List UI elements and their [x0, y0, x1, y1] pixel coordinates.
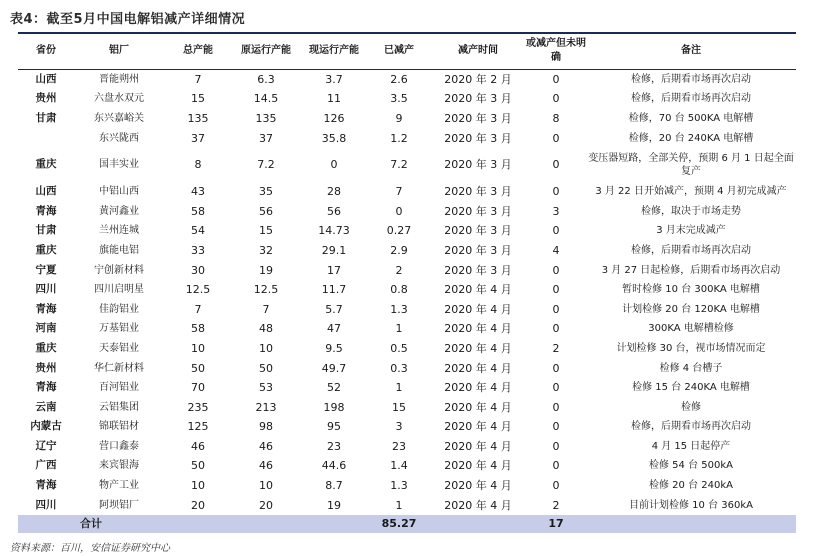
cell-plant: 阿坝铝厂: [99, 499, 139, 511]
cell-plant: 天泰铝业: [99, 342, 139, 354]
cell-plant: 东兴嘉峪关: [94, 112, 144, 124]
table-row: [18, 260, 796, 280]
cell-reduce-time: 2020 年 4 月: [444, 283, 512, 297]
cell-reduced: 0.27: [386, 224, 412, 238]
table-row: [18, 299, 796, 319]
cell-reduce-time: 2020 年 4 月: [444, 459, 512, 473]
cell-orig-operating: 53: [259, 381, 273, 395]
cell-orig-operating: 37: [259, 131, 273, 145]
cell-province: 贵州: [35, 361, 57, 374]
total-blank-3: [300, 515, 368, 533]
cell-note: 检修 4 台槽子: [659, 362, 723, 374]
cell-province: 山西: [35, 72, 57, 85]
cell-plant: 物产工业: [99, 480, 139, 492]
cell-orig-operating: 32: [259, 243, 273, 257]
cell-note: 计划检修 30 台，视市场情况而定: [616, 342, 766, 354]
cell-orig-operating: 12.5: [253, 283, 279, 297]
cell-note: 检修，取决于市场走势: [641, 205, 741, 217]
cell-province: 内蒙古: [30, 420, 62, 433]
cell-orig-operating: 46: [259, 439, 273, 453]
cell-unclear: 3: [552, 204, 560, 218]
cell-reduce-time: 2020 年 4 月: [444, 361, 512, 375]
total-unclear: 17: [526, 515, 586, 533]
table-row: [18, 109, 796, 129]
cell-orig-operating: 10: [259, 479, 273, 493]
cell-plant: 营口鑫泰: [99, 440, 139, 452]
cell-reduced: 1: [395, 322, 403, 336]
cell-unclear: 2: [552, 341, 560, 355]
table-row: [18, 89, 796, 109]
cell-plant: 锦联铝材: [99, 421, 139, 433]
cell-unclear: 0: [552, 400, 560, 414]
cell-orig-operating: 56: [259, 204, 273, 218]
cell-cur-operating: 11: [327, 92, 341, 106]
total-blank-5: [586, 515, 796, 533]
cell-reduce-time: 2020 年 3 月: [444, 131, 512, 145]
table-row: [18, 148, 796, 182]
header-note: 备注: [681, 45, 701, 57]
cell-cur-operating: 17: [327, 263, 341, 277]
cell-reduced: 7.2: [390, 158, 408, 172]
cell-note: 4 月 15 日起停产: [651, 440, 731, 452]
cell-cur-operating: 14.73: [318, 224, 350, 238]
cell-plant: 国丰实业: [99, 159, 139, 171]
table-row: [18, 378, 796, 398]
cell-cur-operating: 11.7: [321, 283, 347, 297]
cell-total-capacity: 10: [191, 341, 205, 355]
cell-province: [18, 128, 74, 148]
cell-reduced: 9: [395, 111, 403, 125]
cell-unclear: 0: [552, 420, 560, 434]
table-row: [18, 128, 796, 148]
cell-province: 贵州: [35, 92, 57, 105]
cell-plant: 来宾银海: [99, 460, 139, 472]
cell-note: 变压器短路，全部关停，预期 6 月 1 日起全面复产: [588, 152, 794, 177]
cell-note: 检修 54 台 500kA: [649, 460, 733, 472]
cell-unclear: 0: [552, 361, 560, 375]
cell-unclear: 0: [552, 185, 560, 199]
table-row: [18, 495, 796, 515]
cell-unclear: 0: [552, 381, 560, 395]
cell-total-capacity: 58: [191, 204, 205, 218]
cell-reduced: 1: [395, 498, 403, 512]
cell-plant: 六盘水双元: [94, 93, 144, 105]
cell-province: 河南: [35, 322, 57, 335]
cell-cur-operating: 35.8: [321, 131, 347, 145]
cell-reduced: 1.3: [390, 302, 408, 316]
cell-reduce-time: 2020 年 3 月: [444, 243, 512, 257]
cell-total-capacity: 46: [191, 439, 205, 453]
cell-total-capacity: 15: [191, 92, 205, 106]
header-reduced: 已减产: [384, 45, 414, 57]
cell-province: 山西: [35, 185, 57, 198]
cell-total-capacity: 70: [191, 381, 205, 395]
cell-orig-operating: 213: [255, 400, 277, 414]
cell-total-capacity: 37: [191, 131, 205, 145]
table-body: [18, 69, 796, 533]
cell-cur-operating: 52: [327, 381, 341, 395]
cell-note: 检修 20 台 240kA: [649, 480, 733, 492]
header-unclear: 或减产但未明确: [526, 38, 586, 64]
cell-reduce-time: 2020 年 4 月: [444, 400, 512, 414]
table-row: [18, 69, 796, 89]
cell-orig-operating: 50: [259, 361, 273, 375]
cell-reduce-time: 2020 年 3 月: [444, 224, 512, 238]
total-row: [18, 515, 796, 533]
table-row: [18, 456, 796, 476]
cell-total-capacity: 58: [191, 322, 205, 336]
table-row: [18, 221, 796, 241]
cell-total-capacity: 20: [191, 498, 205, 512]
cell-plant: 黄河鑫业: [99, 205, 139, 217]
table-row: [18, 201, 796, 221]
cell-note: 检修，后期看市场再次启动: [631, 421, 751, 433]
cell-orig-operating: 15: [259, 224, 273, 238]
cell-reduced: 1: [395, 381, 403, 395]
cell-plant: 百河铝业: [99, 382, 139, 394]
cell-province: 四川: [35, 283, 57, 296]
table-row: [18, 358, 796, 378]
cell-reduce-time: 2020 年 4 月: [444, 322, 512, 336]
cell-orig-operating: 7: [262, 302, 270, 316]
cell-cur-operating: 23: [327, 439, 341, 453]
cell-note: 检修，后期看市场再次启动: [631, 93, 751, 105]
table-title: 表4：截至5月中国电解铝减产详细情况: [10, 12, 246, 27]
table-row: [18, 319, 796, 339]
cell-reduce-time: 2020 年 3 月: [444, 158, 512, 172]
cell-total-capacity: 235: [187, 400, 209, 414]
cell-note: 300KA 电解槽检修: [648, 323, 734, 335]
cell-total-capacity: 50: [191, 361, 205, 375]
cell-total-capacity: 33: [191, 243, 205, 257]
cell-cur-operating: 5.7: [325, 302, 343, 316]
cell-reduced: 0.5: [390, 341, 408, 355]
cell-note: 3 月 27 日起检修，后期看市场再次启动: [601, 264, 781, 276]
cell-province: 云南: [35, 400, 57, 413]
cell-note: 检修 15 台 240KA 电解槽: [632, 382, 750, 394]
cell-unclear: 0: [552, 459, 560, 473]
cell-cur-operating: 198: [323, 400, 345, 414]
cell-total-capacity: 7: [194, 302, 202, 316]
cell-reduce-time: 2020 年 2 月: [444, 72, 512, 86]
table-header-row: [18, 33, 796, 69]
cell-unclear: 0: [552, 158, 560, 172]
cell-orig-operating: 46: [259, 459, 273, 473]
cell-unclear: 2: [552, 498, 560, 512]
cell-province: 四川: [35, 498, 57, 511]
table-row: [18, 476, 796, 496]
cell-reduce-time: 2020 年 4 月: [444, 439, 512, 453]
cell-unclear: 0: [552, 302, 560, 316]
header-province: 省份: [36, 45, 56, 57]
cell-note: 检修，20 台 240KA 电解槽: [628, 132, 754, 144]
cell-total-capacity: 125: [187, 420, 209, 434]
cell-note: 检修，后期看市场再次启动: [631, 73, 751, 85]
cell-total-capacity: 8: [194, 158, 202, 172]
cell-note: 检修: [681, 401, 701, 413]
cell-reduced: 0.8: [390, 283, 408, 297]
cell-cur-operating: 44.6: [321, 459, 347, 473]
cell-cur-operating: 29.1: [321, 243, 347, 257]
cell-total-capacity: 10: [191, 479, 205, 493]
cell-orig-operating: 6.3: [257, 72, 275, 86]
total-label: 合计: [18, 515, 164, 533]
cell-reduced: 2.9: [390, 243, 408, 257]
cell-province: 重庆: [35, 158, 57, 171]
total-blank-2: [232, 515, 300, 533]
cell-province: 青海: [35, 302, 57, 315]
cell-province: 青海: [35, 204, 57, 217]
cell-cur-operating: 56: [327, 204, 341, 218]
header-reduce-time: 减产时间: [458, 45, 498, 57]
cell-cur-operating: 28: [327, 185, 341, 199]
cell-reduce-time: 2020 年 4 月: [444, 498, 512, 512]
table-row: [18, 417, 796, 437]
cell-total-capacity: 43: [191, 185, 205, 199]
table-row: [18, 437, 796, 457]
cell-unclear: 0: [552, 72, 560, 86]
cell-note: 目前计划检修 10 台 360kA: [629, 499, 753, 511]
cell-province: 广西: [35, 459, 57, 472]
cell-unclear: 0: [552, 131, 560, 145]
cell-reduce-time: 2020 年 3 月: [444, 92, 512, 106]
cell-total-capacity: 54: [191, 224, 205, 238]
table-row: [18, 280, 796, 300]
cell-note: 检修，70 台 500KA 电解槽: [628, 112, 754, 124]
cell-reduced: 23: [392, 439, 406, 453]
cell-reduce-time: 2020 年 4 月: [444, 420, 512, 434]
cell-reduced: 7: [395, 185, 403, 199]
cell-plant: 晋能朔州: [99, 73, 139, 85]
cell-province: 重庆: [35, 341, 57, 354]
cell-unclear: 0: [552, 322, 560, 336]
cell-province: 甘肃: [35, 111, 57, 124]
cell-orig-operating: 19: [259, 263, 273, 277]
cell-plant: 旗能电铝: [99, 244, 139, 256]
table-row: [18, 182, 796, 202]
cell-reduce-time: 2020 年 3 月: [444, 263, 512, 277]
cell-orig-operating: 48: [259, 322, 273, 336]
table-row: [18, 241, 796, 261]
cell-total-capacity: 30: [191, 263, 205, 277]
table-row: [18, 339, 796, 359]
cell-unclear: 8: [552, 111, 560, 125]
cell-unclear: 0: [552, 224, 560, 238]
cell-plant: 中铝山西: [99, 186, 139, 198]
cell-note: 3 月末完成减产: [656, 225, 726, 237]
cell-reduce-time: 2020 年 3 月: [444, 185, 512, 199]
reduction-table: [18, 32, 796, 533]
cell-total-capacity: 7: [194, 72, 202, 86]
cell-note: 暂时检修 10 台 300KA 电解槽: [622, 284, 760, 296]
header-total-capacity: 总产能: [183, 45, 213, 57]
cell-province: 宁夏: [35, 263, 57, 276]
table-row: [18, 397, 796, 417]
cell-orig-operating: 10: [259, 341, 273, 355]
cell-unclear: 0: [552, 479, 560, 493]
cell-plant: 云铝集团: [99, 401, 139, 413]
cell-total-capacity: 135: [187, 111, 209, 125]
cell-reduced: 2.6: [390, 72, 408, 86]
cell-plant: 宁创新材料: [94, 264, 144, 276]
cell-unclear: 0: [552, 263, 560, 277]
cell-reduce-time: 2020 年 4 月: [444, 302, 512, 316]
cell-total-capacity: 12.5: [185, 283, 211, 297]
cell-orig-operating: 14.5: [253, 92, 279, 106]
cell-reduced: 1.3: [390, 479, 408, 493]
cell-cur-operating: 49.7: [321, 361, 347, 375]
cell-reduced: 2: [395, 263, 403, 277]
header-cur-operating: 现运行产能: [309, 45, 359, 57]
cell-unclear: 0: [552, 283, 560, 297]
cell-reduced: 3: [395, 420, 403, 434]
cell-reduced: 3.5: [390, 92, 408, 106]
source-note: 资料来源：百川，安信证券研究中心: [10, 543, 170, 554]
cell-orig-operating: 20: [259, 498, 273, 512]
cell-cur-operating: 126: [323, 111, 345, 125]
total-reduced: 85.27: [368, 515, 430, 533]
total-blank-4: [430, 515, 526, 533]
cell-cur-operating: 0: [330, 158, 338, 172]
cell-reduced: 1.4: [390, 459, 408, 473]
cell-plant: 佳韵铝业: [99, 303, 139, 315]
cell-plant: 万基铝业: [99, 323, 139, 335]
cell-province: 青海: [35, 381, 57, 394]
cell-province: 青海: [35, 479, 57, 492]
cell-note: 检修，后期看市场再次启动: [631, 244, 751, 256]
cell-cur-operating: 19: [327, 498, 341, 512]
cell-reduced: 1.2: [390, 131, 408, 145]
cell-plant: 华仁新材料: [94, 362, 144, 374]
cell-orig-operating: 7.2: [257, 158, 275, 172]
cell-reduce-time: 2020 年 4 月: [444, 381, 512, 395]
cell-reduced: 0: [395, 204, 403, 218]
cell-cur-operating: 8.7: [325, 479, 343, 493]
header-plant: 铝厂: [109, 45, 129, 57]
total-blank-1: [164, 515, 232, 533]
cell-cur-operating: 3.7: [325, 72, 343, 86]
cell-unclear: 0: [552, 92, 560, 106]
header-orig-operating: 原运行产能: [241, 45, 291, 57]
cell-province: 甘肃: [35, 224, 57, 237]
cell-plant: 东兴陇西: [99, 132, 139, 144]
cell-reduce-time: 2020 年 3 月: [444, 111, 512, 125]
cell-cur-operating: 95: [327, 420, 341, 434]
cell-plant: 四川启明星: [94, 284, 144, 296]
cell-note: 3 月 22 日开始减产，预期 4 月初完成减产: [595, 186, 787, 198]
cell-reduce-time: 2020 年 3 月: [444, 204, 512, 218]
cell-unclear: 0: [552, 439, 560, 453]
cell-reduce-time: 2020 年 4 月: [444, 479, 512, 493]
cell-reduce-time: 2020 年 4 月: [444, 341, 512, 355]
cell-unclear: 4: [552, 243, 560, 257]
cell-orig-operating: 135: [255, 111, 277, 125]
cell-orig-operating: 35: [259, 185, 273, 199]
cell-reduced: 0.3: [390, 361, 408, 375]
cell-total-capacity: 50: [191, 459, 205, 473]
cell-orig-operating: 98: [259, 420, 273, 434]
cell-province: 辽宁: [35, 439, 57, 452]
cell-reduced: 15: [392, 400, 406, 414]
cell-cur-operating: 9.5: [325, 341, 343, 355]
cell-cur-operating: 47: [327, 322, 341, 336]
cell-province: 重庆: [35, 243, 57, 256]
cell-plant: 兰州连城: [99, 225, 139, 237]
cell-note: 计划检修 20 台 120KA 电解槽: [622, 303, 760, 315]
